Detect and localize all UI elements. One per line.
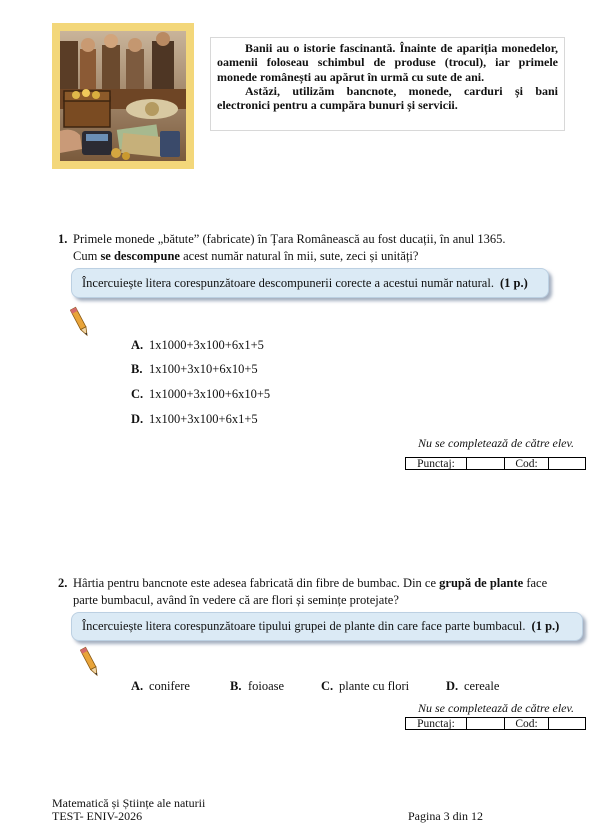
money-history-illustration — [60, 31, 186, 161]
q2-option-c[interactable] — [321, 679, 409, 694]
q2-option-a-letter: A. — [131, 679, 144, 693]
q1-option-a-letter: A. — [131, 338, 144, 352]
footer-test-id: TEST- ENIV-2026 — [52, 809, 143, 823]
footer-subject: Matematică și Științe ale naturii — [52, 796, 206, 810]
q2-option-b[interactable] — [230, 679, 284, 694]
q2-line1-pre: Hârtia pentru bancnote este adesea fabricată din fibre de bumbac. Din ce — [73, 576, 440, 590]
q1-option-b[interactable] — [131, 362, 258, 377]
q1-option-b-text: 1x100+3x10+6x10+5 — [149, 362, 258, 376]
q2-option-b-text: foioase — [248, 679, 285, 693]
intro-paragraph-2: Astăzi, utilizăm bancnote, monede, carduri și bani electronici pentru a cumpăra bunuri și servicii. — [217, 83, 558, 113]
question-2-text — [73, 575, 593, 609]
q1-option-d-letter: D. — [131, 412, 144, 426]
q2-code-label: Cod: — [505, 718, 549, 729]
q2-option-a-text: conifere — [149, 679, 190, 693]
q1-line2-bold: se descompune — [100, 249, 180, 263]
question-2-line-1 — [73, 575, 593, 592]
question-1-line-1: Primele monede „bătute” (fabricate) în Țara Românească au fost ducații, în anul 1365. — [73, 232, 506, 246]
pencil-icon — [80, 645, 100, 684]
footer-left — [52, 797, 205, 823]
q2-option-c-text: plante cu flori — [339, 679, 410, 693]
q2-option-d[interactable] — [446, 679, 499, 694]
q1-line2-post: acest număr natural în mii, sute, zeci și unități? — [179, 249, 419, 263]
question-1-text — [73, 231, 593, 265]
q2-score-box — [405, 717, 586, 730]
q1-option-c-text: 1x1000+3x100+6x10+5 — [149, 387, 271, 401]
q1-grading-note: Nu se completează de către elev. — [418, 436, 574, 450]
q1-option-c-letter: C. — [131, 387, 144, 401]
q1-option-b-letter: B. — [131, 362, 143, 376]
intro-paragraph-1: Banii au o istorie fascinantă. Înainte de apariția monedelor, oamenii foloseau schimbul de produse (trocul), iar primele monede românești au apărut în urmă cu sute de ani. — [217, 41, 558, 84]
question-1-line-2 — [73, 248, 593, 265]
q2-option-d-letter: D. — [446, 679, 459, 693]
q1-instruction-text: Încercuiește litera corespunzătoare descompunerii corecte a acestui număr natural. — [82, 275, 494, 290]
q2-option-a[interactable] — [131, 679, 190, 694]
q1-score-field[interactable] — [467, 458, 505, 469]
illustration-frame — [52, 23, 194, 169]
footer-page-number: Pagina 3 din 12 — [408, 809, 483, 823]
q2-score-field[interactable] — [467, 718, 505, 729]
q2-grading-note: Nu se completează de către elev. — [418, 701, 574, 715]
q2-code-field[interactable] — [549, 718, 585, 729]
q1-code-label: Cod: — [505, 458, 549, 469]
q2-line1-bold: grupă de plante — [439, 576, 524, 590]
pencil-icon — [70, 305, 90, 344]
q2-option-b-letter: B. — [230, 679, 242, 693]
q1-option-a-text: 1x1000+3x100+6x1+5 — [149, 338, 264, 352]
q2-points: (1 p.) — [531, 619, 560, 633]
q1-line2-pre: Cum — [73, 249, 101, 263]
question-2-number: 2. — [58, 576, 68, 590]
question-2-instruction — [71, 612, 583, 641]
q1-option-c[interactable] — [131, 387, 270, 402]
q1-score-box — [405, 457, 586, 470]
question-2-line-2: parte bumbacul, având în vedere că are flori și semințe protejate? — [73, 593, 399, 607]
q1-option-d-text: 1x100+3x100+6x1+5 — [149, 412, 258, 426]
q2-option-d-text: cereale — [464, 679, 500, 693]
q1-option-d[interactable] — [131, 412, 258, 427]
question-1-number: 1. — [58, 232, 68, 246]
q2-line1-post: face — [523, 576, 548, 590]
question-1-instruction — [71, 268, 549, 298]
q1-option-a[interactable] — [131, 338, 264, 353]
q2-option-c-letter: C. — [321, 679, 334, 693]
q1-code-field[interactable] — [549, 458, 585, 469]
q1-score-label: Punctaj: — [406, 458, 467, 469]
q2-score-label: Punctaj: — [406, 718, 467, 729]
q1-points: (1 p.) — [499, 275, 528, 290]
q2-instruction-text: Încercuiește litera corespunzătoare tipului grupei de plante din care face parte bumbacul. — [82, 619, 526, 633]
intro-text-box — [210, 37, 565, 131]
